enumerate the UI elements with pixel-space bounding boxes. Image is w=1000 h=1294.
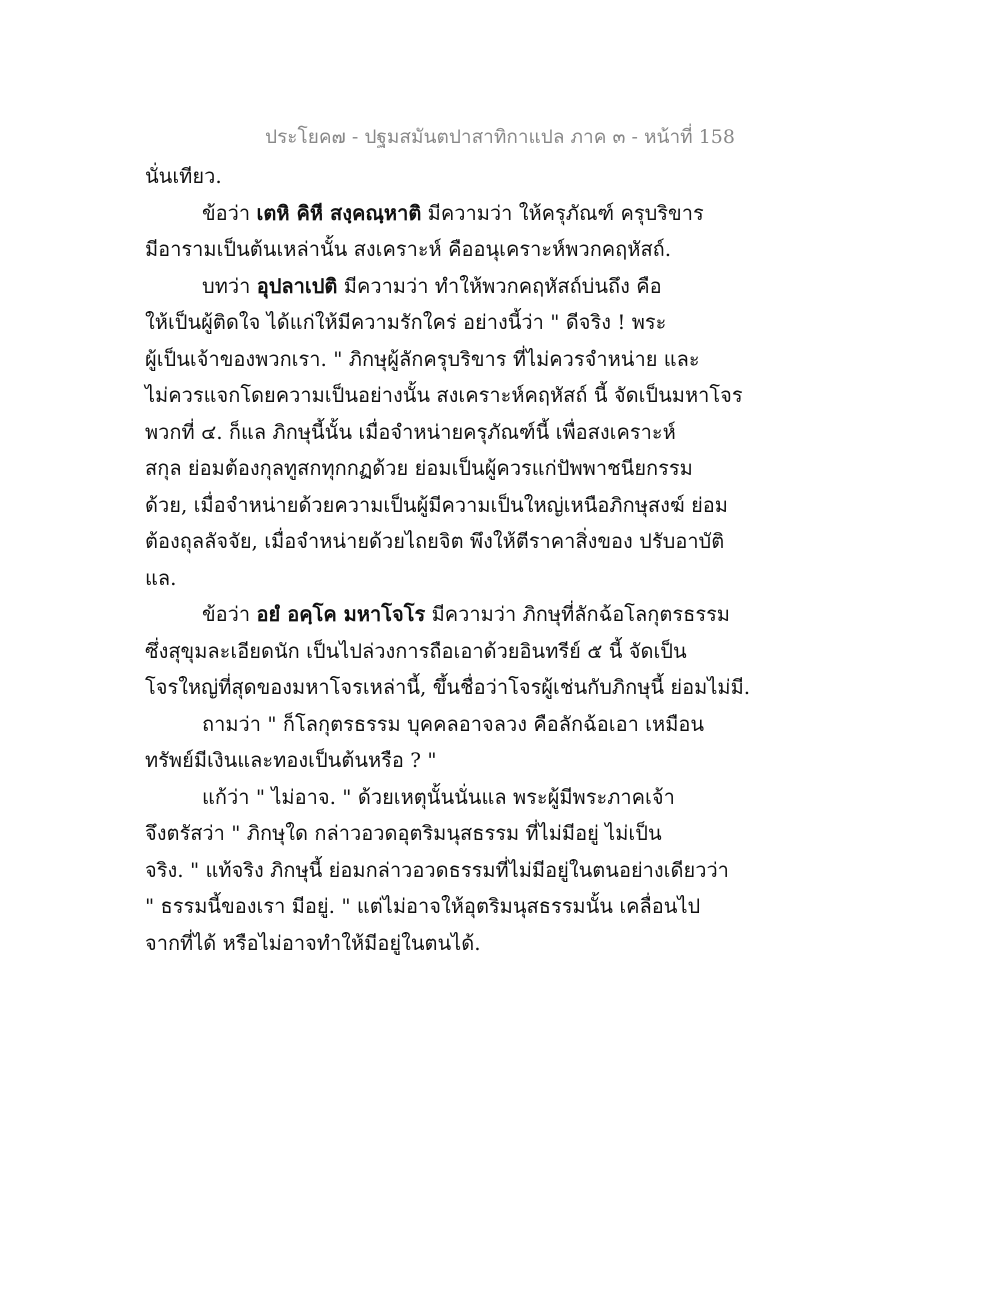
text-line: ทรัพย์มีเงินและทองเป็นต้นหรือ ? " [145, 748, 437, 772]
paragraph-start-line [145, 268, 745, 305]
text-run: มีความว่า ให้ครุภัณฑ์ ครุบริขาร [421, 200, 704, 225]
text-line: จึงตรัสว่า " ภิกษุใด กล่าวอวดอุตริมนุสธรรม ที่ไม่มีอยู่ ไม่เป็น [145, 821, 662, 845]
text-line: นั่นเทียว. [145, 164, 222, 188]
text-run: มีความว่า ทำให้พวกคฤหัสถ์บ่นถึง คือ [337, 273, 662, 298]
body-text [145, 158, 751, 961]
text-run: บทว่า [202, 273, 257, 298]
text-line: ซึ่งสุขุมละเอียดนัก เป็นไปล่วงการถือเอาด้วยอินทรีย์ ๕ นี้ จัดเป็น [145, 638, 687, 663]
text-run: ข้อว่า [202, 200, 257, 225]
text-line: ผู้เป็นเจ้าของพวกเรา. " ภิกษุผู้ลักครุบริขาร ที่ไม่ควรจำหน่าย และ [145, 346, 700, 371]
running-header: ประโยค๗ - ปฐมสมันตปาสาทิกาแปล ภาค ๓ - หน้าที่ 158 [265, 126, 735, 148]
text-line: จากที่ได้ หรือไม่อาจทำให้มีอยู่ในตนได้. [145, 930, 481, 955]
text-line: ด้วย, เมื่อจำหน่ายด้วยความเป็นผู้มีความเป็นใหญ่เหนือภิกษุสงฆ์ ย่อม [145, 492, 728, 517]
text-line: ไม่ควรแจกโดยความเป็นอย่างนั้น สงเคราะห์คฤหัสถ์ นี้ จัดเป็นมหาโจร [145, 383, 743, 407]
text-run: ข้อว่า [202, 602, 257, 626]
paragraph-start-line [145, 195, 745, 232]
pali-term-bold: เตหิ คิหี สงฺคณฺหาติ [256, 200, 422, 225]
paragraph-start-line: ถามว่า " ก็โลกุตรธรรม บุคคลอาจลวง คือลักฉ้อเอา เหมือน [202, 711, 705, 736]
text-line: พวกที่ ๔. ก็แล ภิกษุนี้นั้น เมื่อจำหน่ายครุภัณฑ์นี้ เพื่อสงเคราะห์ [145, 419, 676, 444]
pali-term-bold: อยํ อคฺโค มหาโจโร [256, 602, 426, 626]
text-line: ต้องถุลลัจจัย, เมื่อจำหน่ายด้วยไถยจิต พึงให้ตีราคาสิ่งของ ปรับอาบัติ [145, 529, 725, 553]
paragraph-start-line: แก้ว่า " ไม่อาจ. " ด้วยเหตุนั้นนั่นแล พระผู้มีพระภาคเจ้า [202, 784, 675, 809]
text-line: มีอารามเป็นต้นเหล่านั้น สงเคราะห์ คืออนุเคราะห์พวกคฤหัสถ์. [145, 237, 672, 261]
text-line: จริง. " แท้จริง ภิกษุนี้ ย่อมกล่าวอวดธรรมที่ไม่มีอยู่ในตนอย่างเดียวว่า [145, 857, 729, 882]
text-line: ให้เป็นผู้ติดใจ ได้แก่ให้มีความรักใคร่ อย่างนี้ว่า " ดีจริง ! พระ [145, 310, 667, 334]
text-run: มีความว่า ภิกษุที่ลักฉ้อโลกุตรธรรม [425, 602, 730, 626]
text-line: สกุล ย่อมต้องกุลทูสกทุกกฏด้วย ย่อมเป็นผู้ควรแก่ปัพพาชนียกรรม [145, 456, 693, 480]
text-line: แล. [145, 565, 177, 590]
pali-term-bold: อุปลาเปติ [256, 273, 338, 298]
paragraph-start-line [145, 596, 745, 633]
text-line: โจรใหญ่ที่สุดของมหาโจรเหล่านี้, ขึ้นชื่อว่าโจรผู้เช่นกับภิกษุนี้ ย่อมไม่มี. [145, 675, 751, 699]
text-line: " ธรรมนี้ของเรา มีอยู่. " แต่ไม่อาจให้อุตริมนุสธรรมนั้น เคลื่อนไป [145, 894, 701, 918]
